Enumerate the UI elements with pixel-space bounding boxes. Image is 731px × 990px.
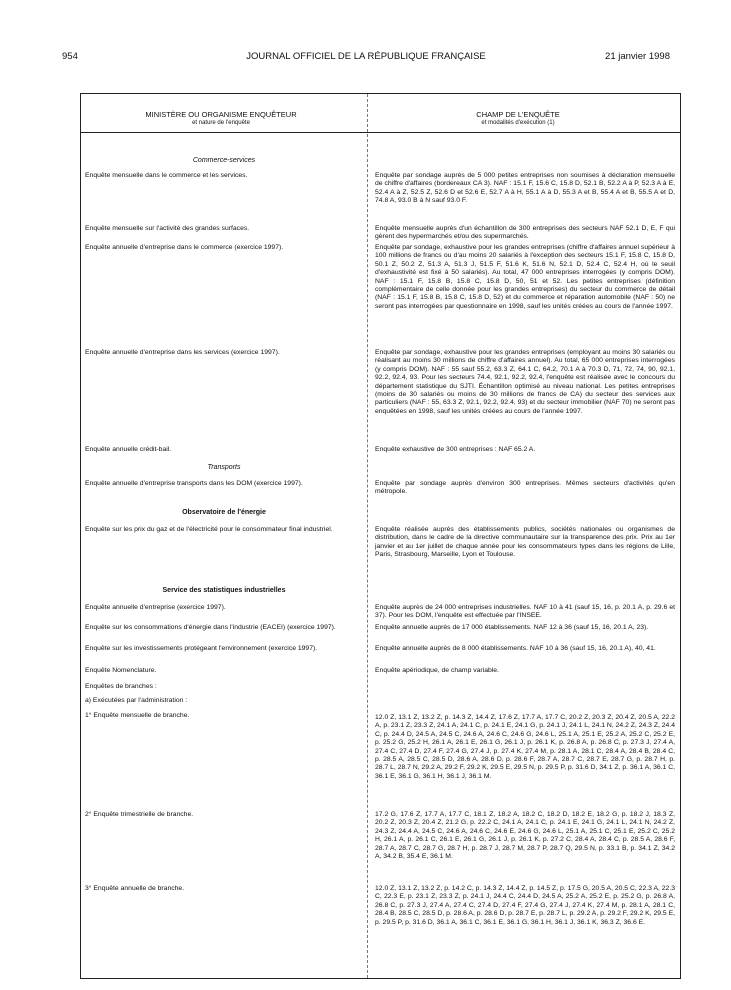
survey-scope: Enquête par sondage, exhaustive pour les grandes entreprises (chiffre d'affaires annuel supérieur à 100 millions de francs ou d'au moins 20 salariés à l'exception des secteurs 15.1 F, 15.8 C, 15.8 D, 50.1 Z, 50.2 Z, 51.3 A, 51.3 J, 51.5 F, 51.6 K, 51.6 N, 52.1 D, 52.4 C, 52.4 H, où le seuil d'exhaustivité est fixé à 50 salariés). Au total, 47 000 entreprises interrogées (y compris DOM). NAF : 15.1 F, 15.8 B, 15.8 C, 15.8 D, 50, 51 et 52. Les petites entreprises (définition complémentaire de celle donnée pour les grandes entreprises) du secteur du commerce de détail (NAF : 15.1 F, 15.8 B, 15.8 C, 15.8 D, 52) et du commerce et réparation automobile (NAF : 50) ne seront pas interrogées par questionnaire en 1998, sauf les unités créées au cours de l'année 1997. bbox=[375, 244, 675, 310]
column-header-right-title: CHAMP DE L'ENQUÊTE bbox=[476, 110, 560, 119]
survey-name: 3° Enquête annuelle de branche. bbox=[85, 885, 185, 892]
column-header-left bbox=[81, 110, 361, 128]
section-heading-energy-observatory: Observatoire de l'énergie bbox=[182, 509, 266, 516]
survey-scope: Enquête apériodique, de champ variable. bbox=[375, 667, 499, 674]
page-number: 954 bbox=[62, 51, 78, 62]
survey-table bbox=[80, 93, 681, 979]
survey-scope: Enquête réalisée auprès des établissements publics, sociétés nationales ou organismes de distribution, dans le cadre de la directive communautaire sur la transparence des prix. Prix au 1er janvier et au 1er juillet de chaque année pour les consommateurs types dans les régions de Lille, Paris, Strasbourg, Marseille, Lyon et Toulouse. bbox=[375, 526, 675, 559]
survey-scope: Enquête exhaustive de 300 entreprises : NAF 65.2 A. bbox=[375, 446, 536, 453]
column-header-right-subtitle: et modalités d'exécution (1) bbox=[481, 120, 555, 126]
section-heading-commerce-services: Commerce-services bbox=[192, 157, 256, 164]
survey-scope: Enquête par sondage auprès de 5 000 petites entreprises non soumises à déclaration mensuelle de chiffre d'affaires (bordereaux CA 3). NAF : 15.1 F, 15.6 C, 15.8 D, 52.1 B, 52.2 A à P, 52.3 A à E, 52.4 A à Z, 52.5 Z, 52.6 D et 52.6 E, 52.7 A à H, 55.1 A à D, 55.3 A et B, 55.4 A et B, 55.5 A et D, 74.8 A, 93.0 B à N sauf 93.0 F. bbox=[375, 172, 675, 205]
page-header bbox=[62, 50, 670, 64]
survey-group-label: Enquêtes de branches : bbox=[85, 683, 157, 690]
column-divider bbox=[367, 94, 368, 978]
issue-date: 21 janvier 1998 bbox=[605, 51, 670, 62]
survey-name: Enquête annuelle d'entreprise dans le commerce (exercice 1997). bbox=[85, 244, 284, 251]
survey-scope: Enquête par sondage auprès d'environ 300 entreprises. Mêmes secteurs d'activités qu'en métropole. bbox=[375, 480, 675, 496]
survey-scope: Enquête mensuelle auprès d'un échantillon de 300 entreprises des secteurs NAF 52.1 D, E, F qui gèrent des hypermarchés et/ou des supermarchés. bbox=[375, 225, 675, 241]
survey-name: Enquête annuelle d'entreprise (exercice 1997). bbox=[85, 604, 226, 611]
survey-scope: Enquête par sondage, exhaustive pour les grandes entreprises (employant au moins 30 salariés ou réalisant au moins 30 millions de chiffre d'affaires annuel). Au total, 65 000 entreprises interrogées (y compris DOM). NAF : 55 sauf 55.2, 63.3 Z, 64.1 C, 64.2, 70.1 A à 70.3 D, 71, 72, 74, 90, 92.1, 92.2, 92.4, 93. Pour les secteurs 74.4, 92.1, 92.2, 92.4, l'enquête est réalisée avec le concours du département statistique du SJTI. Échantillon optimisé au niveau national. Les petites entreprises (moins de 30 salariés ou moins de 30 millions de francs de CA) du secteur des services aux particuliers (NAF : 55, 63.3 Z, 92.1, 92.2, 92.4, 93) et du secteur immobilier (NAF 70) ne seront pas enquêtées en 1998, sauf les unités créées au cours de l'année 1997. bbox=[375, 349, 675, 415]
survey-scope: 12.0 Z, 13.1 Z, 13.2 Z, p. 14.3 Z, 14.4 Z, 17.6 Z, 17.7 A, 17.7 C, 20.2 Z, 20.3 Z, 20.4 Z, 20.5 A, 22.2 A, p. 23.1 Z, 23.3 Z, 24.1 A, 24.1 C, p. 24.1 E, 24.1 G, p. 24.1 J, 24.1 L, 24.1 N, 24.2 Z, 24.3 Z, 24.4 C, p. 24.4 D, 24.5 A, 24.5 C, 24.6 A, 24.6 C, 24.6 G, 24.6 L, 25.1 A, 25.1 E, 25.2 A, 25.2 C, 25.2 E, p. 25.2 G, 25.2 H, 26.1 A, 26.1 E, 26.1 G, 26.1 J, p. 26.1 K, p. 26.8 A, p. 26.8 C, p. 27.3 J, 27.4 A, 27.4 C, 27.4 D, 27.4 F, 27.4 G, 27.4 J, p. 27.4 K, 27.4 M, p. 28.1 A, 28.1 C, 28.4 A, 28.4 B, 28.4 C, p. 28.5 A, 28.5 C, 28.5 D, 28.6 A, 28.6 D, p. 28.6 F, 28.7 A, 28.7 C, 28.7 E, 28.7 G, p. 28.7 H, p. 28.7 L, 28.7 N, 29.2 A, 29.2 F, 29.2 K, 29.5 E, 29.5 N, p. 29.5 P, p. 31.6 D, 34.1 Z, p. 36.1 A, 36.1 C, 36.1 E, 36.1 G, 36.1 H, 36.1 J, 36.1 M. bbox=[375, 714, 675, 780]
column-header-right bbox=[378, 110, 658, 128]
column-header-left-subtitle: et nature de l'enquête bbox=[192, 120, 250, 126]
survey-scope: 12.0 Z, 13.1 Z, 13.2 Z, p. 14.2 C, p. 14.3 Z, 14.4 Z, p. 14.5 Z, p. 17.5 G, 20.5 A, 20.5 C, 22.3 A, 22.3 C, 22.3 E, p. 23.1 Z, 23.3 Z, p. 24.1 J, 24.4 C, 24.4 D, 24.5 A, 25.2 A, 25.2 E, p. 25.2 G, p. 26.8 A, 26.8 C, p. 27.3 J, 27.4 A, 27.4 C, 27.4 D, 27.4 F, 27.4 G, 27.4 J, 27.4 K, 27.4 M, p. 28.1 A, 28.1 C, 28.4 B, 28.5 C, 28.5 D, p. 28.6 A, p. 28.6 D, p. 28.7 E, p. 28.7 L, p. 29.2 A, p. 29.2 F, 29.2 K, 29.5 E, p. 29.5 P, p. 31.6 D, 36.1 A, 36.1 C, 36.1 E, 36.1 G, 36.1 H, 36.1 J, 36.1 K, 36.3 Z, 36.6 E. bbox=[375, 885, 675, 926]
survey-name: Enquête mensuelle dans le commerce et les services. bbox=[85, 172, 248, 179]
survey-name: Enquête sur les prix du gaz et de l'électricité pour le consommateur final industriel. bbox=[85, 526, 333, 533]
survey-scope: Enquête auprès de 24 000 entreprises industrielles. NAF 10 à 41 (sauf 15, 16, p. 20.1 A, p. 29.6 et 37). Pour les DOM, l'enquête est effectuée par l'INSEE. bbox=[375, 604, 675, 620]
section-heading-transports: Transports bbox=[207, 464, 241, 471]
survey-name: Enquête sur les consommations d'énergie dans l'industrie (EACEI) (exercice 1997). bbox=[85, 624, 336, 631]
survey-name: Enquête annuelle d'entreprise transports dans les DOM (exercice 1997). bbox=[85, 480, 303, 487]
survey-name: Enquête sur les investissements protégeant l'environnement (exercice 1997). bbox=[85, 645, 318, 652]
survey-name: Enquête annuelle d'entreprise dans les services (exercice 1997). bbox=[85, 349, 280, 356]
header-rule bbox=[81, 132, 680, 133]
survey-scope: Enquête annuelle auprès de 17 000 établissements. NAF 12 à 36 (sauf 15, 16, 20.1 A, 23). bbox=[375, 624, 649, 631]
survey-name: 2° Enquête trimestrielle de branche. bbox=[85, 811, 194, 818]
survey-name: 1° Enquête mensuelle de branche. bbox=[85, 712, 190, 719]
survey-name: Enquête mensuelle sur l'activité des grandes surfaces. bbox=[85, 225, 250, 232]
survey-name: Enquête Nomenclature. bbox=[85, 667, 157, 674]
column-header-left-title: MINISTÈRE OU ORGANISME ENQUÊTEUR bbox=[145, 110, 297, 119]
survey-group-sublabel: a) Exécutées par l'administration : bbox=[85, 697, 188, 704]
survey-name: Enquête annuelle crédit-bail. bbox=[85, 446, 172, 453]
survey-scope: Enquête annuelle auprès de 8 000 établissements. NAF 10 à 36 (sauf 15, 16, 20.1 A), 40, 41. bbox=[375, 645, 656, 652]
survey-scope: 17.2 G, 17.6 Z, 17.7 A, 17.7 C, 18.1 Z, 18.2 A, 18.2 C, 18.2 D, 18.2 E, 18.2 G, p. 18.2 J, 18.3 Z, 20.2 Z, 20.3 Z, 20.4 Z, 21.2 G, p. 22.2 C, 24.1 A, 24.1 C, p. 24.1 E, 24.1 G, 24.1 L, 24.1 N, 24.2 Z, 24.3 Z, 24.4 A, 24.5 C, 24.6 A, 24.6 C, 24.6 E, 24.6 G, 24.6 L, 25.1 A, 25.1 C, 25.1 E, 25.2 C, 25.2 H, 26.1 A, p. 26.1 C, 26.1 E, 26.1 G, 26.1 J, p. 26.1 K, p. 27.2 C, 28.4 A, 28.4 C, p. 28.5 A, 28.6 F, 28.7 A, 28.7 C, 28.7 G, 28.7 H, p. 28.7 J, 28.7 M, 28.7 P, 28.7 Q, 29.5 N, p. 33.1 B, p. 34.1 Z, 34.2 A, 34.2 B, 35.4 E, 36.1 M. bbox=[375, 811, 675, 861]
journal-title: JOURNAL OFFICIEL DE LA RÉPUBLIQUE FRANÇAISE bbox=[246, 51, 486, 62]
section-heading-industrial-statistics: Service des statistiques industrielles bbox=[162, 587, 286, 594]
